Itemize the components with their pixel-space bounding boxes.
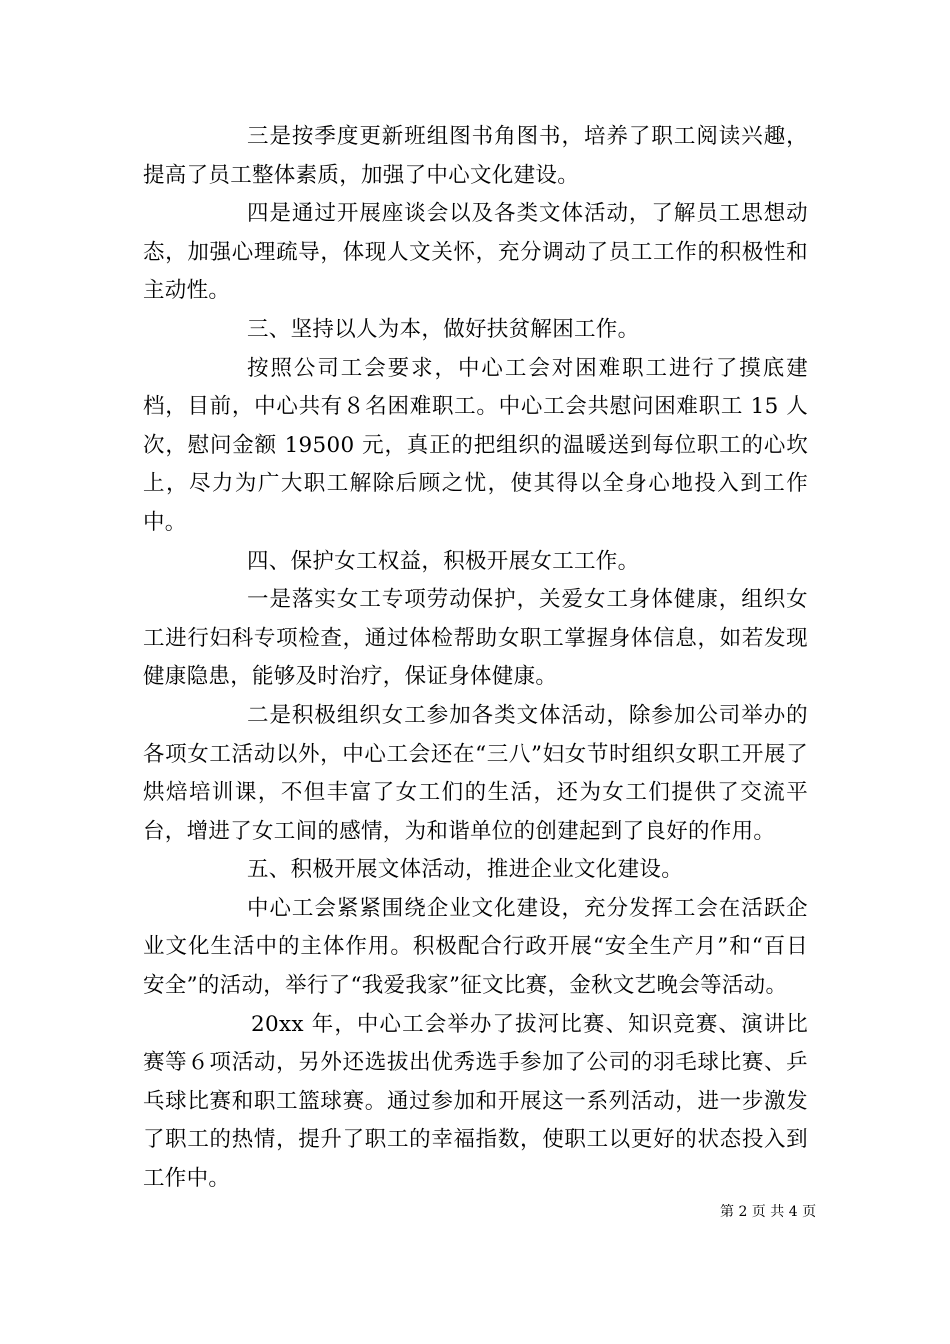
document-body xyxy=(143,118,808,1199)
paragraph-reading-corner: 三是按季度更新班组图书角图书，培养了职工阅读兴趣，提高了员工整体素质，加强了中心文化建设。 xyxy=(143,124,808,188)
paragraph-corporate-culture: 中心工会紧紧围绕企业文化建设，充分发挥工会在活跃企业文化生活中的主体作用。积极配合行政开展“安全生产月”和“百日安全”的活动，举行了“我爱我家”征文比赛，金秋文艺晚会等活动。 xyxy=(143,895,808,999)
section-heading-female-workers: 四、保护女工权益，积极开展女工工作。 xyxy=(247,548,640,574)
paragraph-poverty-relief: 按照公司工会要求，中心工会对困难职工进行了摸底建档，目前，中心共有８名困难职工。中心工会共慰问困难职工 15 人次，慰问金额 19500 元，真正的把组织的温暖送到每位职工的心坎上，尽力为广大职工解除后顾之忧，使其得以全身心地投入到工作中。 xyxy=(143,355,808,535)
section-heading-poverty-relief: 三、坚持以人为本，做好扶贫解困工作。 xyxy=(247,316,640,342)
section-heading-cultural-activities: 五、积极开展文体活动，推进企业文化建设。 xyxy=(247,857,684,883)
paragraph-symposium: 四是通过开展座谈会以及各类文体活动，了解员工思想动态，加强心理疏导，体现人文关怀，充分调动了员工工作的积极性和主动性。 xyxy=(143,201,808,304)
paragraph-female-activities: 二是积极组织女工参加各类文体活动，除参加公司举办的各项女工活动以外，中心工会还在“三八”妇女节时组织女职工开展了烘焙培训课，不但丰富了女工们的生活，还为女工们提供了交流平台，增进了女工间的感情，为和谐单位的创建起到了良好的作用。 xyxy=(143,702,808,844)
paragraph-labor-protection: 一是落实女工专项劳动保护，关爱女工身体健康，组织女工进行妇科专项检查，通过体检帮助女职工掌握身体信息，如若发现健康隐患，能够及时治疗，保证身体健康。 xyxy=(143,587,808,690)
paragraph-yearly-activities: 20xx 年，中心工会举办了拔河比赛、知识竞赛、演讲比赛等６项活动，另外还选拔出优秀选手参加了公司的羽毛球比赛、乒乓球比赛和职工篮球赛。通过参加和开展这一系列活动，进一步激发了职工的热情，提升了职工的幸福指数，使职工以更好的状态投入到工作中。 xyxy=(143,1011,808,1192)
page-number-footer: 第 2 页 共 4 页 xyxy=(720,1204,817,1220)
